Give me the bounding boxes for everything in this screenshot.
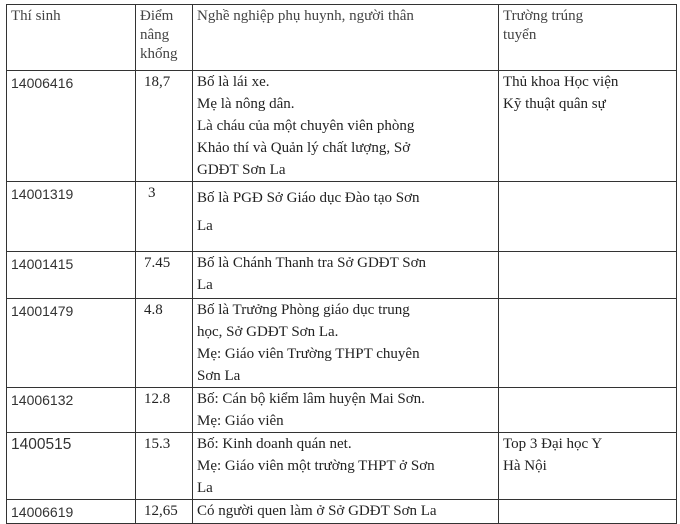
- candidate-id: 1400515: [7, 433, 136, 500]
- occupation-cell: [193, 500, 499, 524]
- occupation-cell: [193, 388, 499, 433]
- occupation-line: La: [197, 277, 213, 293]
- occupation-cell: [193, 71, 499, 182]
- header-occupation: Nghề nghiệp phụ huynh, người thân: [193, 5, 499, 71]
- school-cell: [499, 71, 677, 182]
- table-row: [7, 182, 677, 252]
- score-value: 18,7: [136, 71, 193, 182]
- candidate-id: 14006416: [7, 71, 136, 182]
- occupation-line: Mẹ: Giáo viên một trường THPT ở Sơn: [197, 458, 435, 474]
- occupation-line: Mẹ: Giáo viên: [197, 413, 284, 429]
- occupation-line: La: [197, 480, 213, 496]
- school-cell: [499, 433, 677, 500]
- school-cell: [499, 182, 677, 252]
- header-score: [136, 5, 193, 71]
- candidate-id: 14006132: [7, 388, 136, 433]
- occupation-line: Bố là lái xe.: [197, 74, 270, 90]
- occupation-cell: [193, 182, 499, 252]
- school-line: Kỹ thuật quân sự: [503, 96, 606, 112]
- school-line: Thủ khoa Học viện: [503, 74, 619, 90]
- occupation-line: Có người quen làm ở Sở GDĐT Sơn La: [197, 503, 437, 519]
- table-row: [7, 433, 677, 500]
- header-school-line: tuyển: [503, 27, 537, 43]
- occupation-line: Bố là PGĐ Sở Giáo dục Đào tạo Sơn: [197, 190, 420, 206]
- candidate-id: 14006619: [7, 500, 136, 524]
- occupation-cell: [193, 299, 499, 388]
- header-school: [499, 5, 677, 71]
- header-candidate: Thí sinh: [7, 5, 136, 71]
- school-line: Hà Nội: [503, 458, 547, 474]
- occupation-line: Mẹ: Giáo viên Trường THPT chuyên: [197, 346, 420, 362]
- occupation-line: Là cháu của một chuyên viên phòng: [197, 118, 415, 134]
- occupation-line: Bố: Cán bộ kiểm lâm huyện Mai Sơn.: [197, 391, 425, 407]
- school-line: Top 3 Đại học Y: [503, 436, 603, 452]
- score-value: 7.45: [136, 252, 193, 299]
- occupation-line: GDĐT Sơn La: [197, 162, 286, 178]
- score-value: 3: [136, 182, 193, 252]
- candidates-table: [6, 4, 677, 524]
- score-value: 15.3: [136, 433, 193, 500]
- table-row: [7, 252, 677, 299]
- occupation-line: Sơn La: [197, 368, 241, 384]
- header-row: [7, 5, 677, 71]
- school-cell: [499, 299, 677, 388]
- candidate-id: 14001479: [7, 299, 136, 388]
- table-row: [7, 388, 677, 433]
- score-value: 4.8: [136, 299, 193, 388]
- score-value: 12.8: [136, 388, 193, 433]
- header-school-line: Trường trúng: [503, 8, 584, 24]
- header-score-line: khống: [140, 46, 178, 62]
- occupation-cell: [193, 252, 499, 299]
- score-value: 12,65: [136, 500, 193, 524]
- table-row: [7, 500, 677, 524]
- occupation-line: Khảo thí và Quản lý chất lượng, Sở: [197, 140, 411, 156]
- candidate-id: 14001319: [7, 182, 136, 252]
- header-score-line: nâng: [140, 27, 170, 43]
- occupation-line: học, Sở GDĐT Sơn La.: [197, 324, 339, 340]
- candidate-id: 14001415: [7, 252, 136, 299]
- occupation-line: Mẹ là nông dân.: [197, 96, 295, 112]
- occupation-line: La: [197, 218, 213, 234]
- occupation-line: Bố là Trưởng Phòng giáo dục trung: [197, 302, 410, 318]
- school-cell: [499, 388, 677, 433]
- header-score-line: Điểm: [140, 8, 174, 24]
- occupation-line: Bố là Chánh Thanh tra Sở GDĐT Sơn: [197, 255, 427, 271]
- table-row: [7, 71, 677, 182]
- school-cell: [499, 252, 677, 299]
- table-row: [7, 299, 677, 388]
- occupation-cell: [193, 433, 499, 500]
- occupation-line: Bố: Kinh doanh quán net.: [197, 436, 352, 452]
- school-cell: [499, 500, 677, 524]
